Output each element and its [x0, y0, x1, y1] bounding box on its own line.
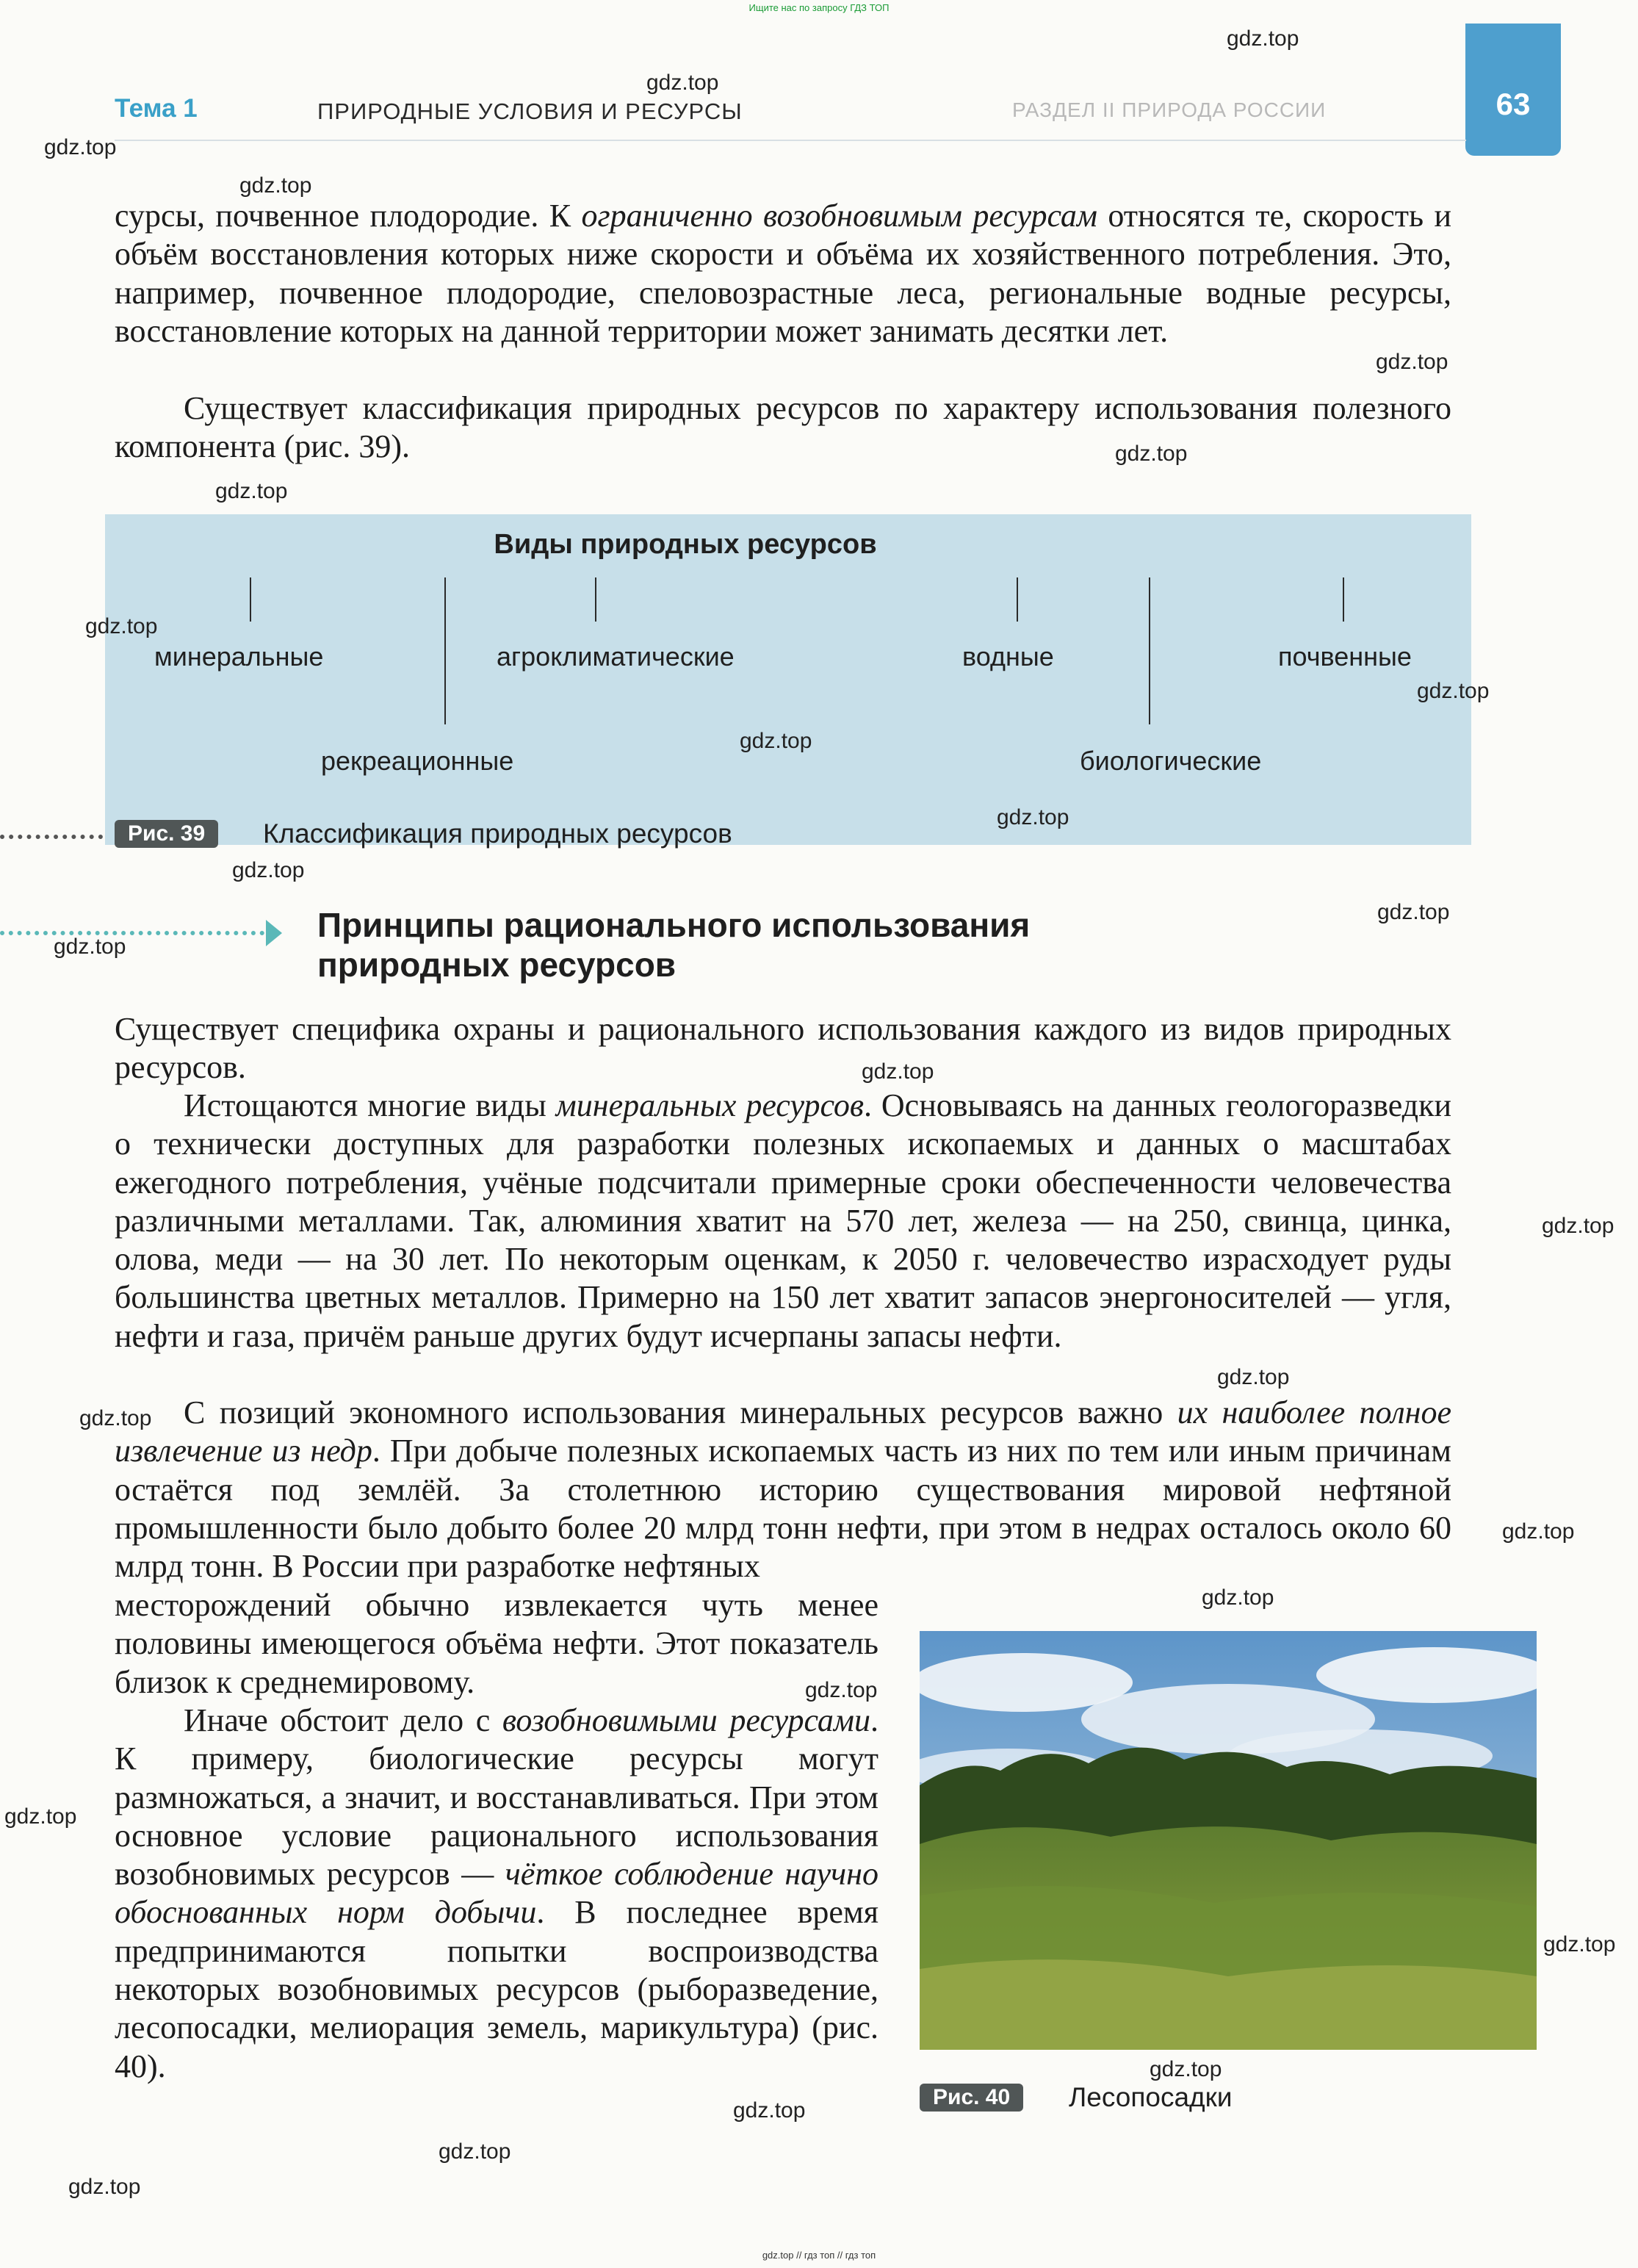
fig40-caption: Лесопосадки	[1069, 2082, 1233, 2112]
connector-biological	[1149, 577, 1150, 724]
section-arrow-icon	[266, 920, 282, 946]
paragraph-1: сурсы, почвенное плодородие. К ограниченно возобновимым ресурсам относятся те, скорость и объём восстановления которых ниже скорости и объёма их хозяйственного потребления. Это, например, почвенное плодородие, спеловозрастные леса, региональные водные ресурсы, восстановление которых на данной территории может занимать десятки лет.	[115, 198, 1451, 349]
paragraph-4: Истощаются многие виды минеральных ресурсов. Основываясь на данных геологоразведки о технически доступных для разработки полезных ископаемых и данных о масштабах ежегодного потребления, учёные подсчитали примерные сроки обеспеченности человечества различными металлами. Так, алюминия хватит на 570 лет, железа — на 250, свинца, цинка, олова, меди — на 30 лет. По некоторым оценкам, к 2050 г. человечество израсходует руды большинства цветных металлов. Примерно на 150 лет хватит запасов энергоносителей — угля, нефти и газа, причём раньше других будут исчерпаны запасы нефти.	[115, 1087, 1451, 1354]
watermark: gdz.top	[1217, 1365, 1290, 1389]
watermark: gdz.top	[1417, 679, 1490, 703]
diagram-item-water: водные	[962, 641, 1054, 672]
watermark: gdz.top	[215, 479, 288, 503]
topic-label: Тема 1	[115, 94, 198, 123]
section-heading: Принципы рационального использования природных ресурсов	[317, 906, 1031, 984]
diagram-item-soil: почвенные	[1278, 641, 1412, 672]
watermark: gdz.top	[862, 1059, 934, 1084]
caption-dots	[0, 835, 103, 839]
watermark: gdz.top	[1115, 442, 1188, 466]
watermark: gdz.top	[1377, 900, 1450, 924]
watermark: gdz.top	[232, 858, 305, 882]
header-rule	[115, 140, 1466, 141]
topic-title: ПРИРОДНЫЕ УСЛОВИЯ И РЕСУРСЫ	[317, 98, 743, 124]
fig39-caption: Классификация природных ресурсов	[263, 818, 732, 849]
diagram-item-recreational: рекреационные	[321, 746, 514, 776]
paragraph-5: С позиций экономного использования минеральных ресурсов важно их наиболее полное извлечение из недр. При добыче полезных ископаемых часть из них по тем или иным причинам остаётся под землёй. За столетнюю историю существования мировой нефтяной промышленности было добыто более 20 млрд тонн нефти, при этом в недрах осталось около 60 млрд тонн. В России при разработке нефтяных	[115, 1394, 1451, 1585]
fig39-badge: Рис. 39	[115, 820, 218, 848]
watermark: gdz.top	[68, 2175, 141, 2199]
paragraph-3: Существует специфика охраны и рационального использования каждого из видов природных ресурсов.	[115, 1011, 1451, 1086]
connector-agroclimatic	[595, 577, 596, 622]
watermark: gdz.top	[1202, 1585, 1274, 1610]
paragraph-5-continued: месторождений обычно извлекается чуть менее половины имеющегося объёма нефти. Этот показатель близок к среднемировому.	[115, 1587, 878, 1700]
diagram-title: Виды природных ресурсов	[494, 529, 877, 560]
watermark: gdz.top	[646, 71, 719, 95]
resource-classification-diagram	[105, 514, 1471, 845]
fig40-badge: Рис. 40	[920, 2084, 1023, 2112]
connector-mineral	[250, 577, 251, 622]
connector-water	[1017, 577, 1018, 622]
forest-plantation-photo	[920, 1631, 1537, 2050]
paragraph-2: Существует классификация природных ресурсов по характеру использования полезного компонента (рис. 39).	[115, 390, 1451, 465]
watermark: gdz.top	[1150, 2057, 1222, 2081]
facing-page-header: РАЗДЕЛ II ПРИРОДА РОССИИ	[1012, 98, 1327, 121]
watermark: gdz.top	[44, 135, 117, 159]
watermark: gdz.top	[740, 729, 812, 753]
watermark: gdz.top	[733, 2098, 806, 2123]
top-note: Ищите нас по запросу ГДЗ ТОП	[748, 2, 890, 13]
section-dots	[0, 931, 264, 935]
diagram-item-mineral: минеральные	[154, 641, 324, 672]
watermark: gdz.top	[4, 1804, 77, 1829]
connector-recreational	[444, 577, 446, 724]
watermark: gdz.top	[85, 614, 158, 638]
watermark: gdz.top	[1376, 350, 1448, 374]
watermark: gdz.top	[1227, 26, 1299, 51]
footer-note: gdz.top // гдз топ // гдз топ	[762, 2250, 876, 2261]
watermark: gdz.top	[439, 2139, 511, 2164]
diagram-item-biological: биологические	[1080, 746, 1262, 776]
watermark: gdz.top	[1502, 1519, 1575, 1544]
watermark: gdz.top	[1543, 1932, 1616, 1956]
paragraph-6: Иначе обстоит дело с возобновимыми ресурсами. К примеру, биологические ресурсы могут размножаться, а значит, и восстанавливаться. При этом основное условие рационального использования возобновимых ресурсов — чёткое соблюдение научно обоснованных норм добычи. В последнее время предпринимаются попытки воспроизводства некоторых возобновимых ресурсов (рыборазведение, лесопосадки, мелиорация земель, марикультура) (рис. 40).	[115, 1702, 879, 2084]
watermark: gdz.top	[79, 1406, 152, 1430]
watermark: gdz.top	[997, 805, 1069, 829]
watermark: gdz.top	[805, 1678, 878, 1702]
page-number: 63	[1496, 87, 1531, 121]
diagram-item-agroclimatic: агроклиматические	[497, 641, 735, 672]
watermark: gdz.top	[54, 935, 126, 959]
connector-soil	[1343, 577, 1344, 622]
watermark: gdz.top	[239, 173, 312, 198]
watermark: gdz.top	[1542, 1214, 1614, 1238]
